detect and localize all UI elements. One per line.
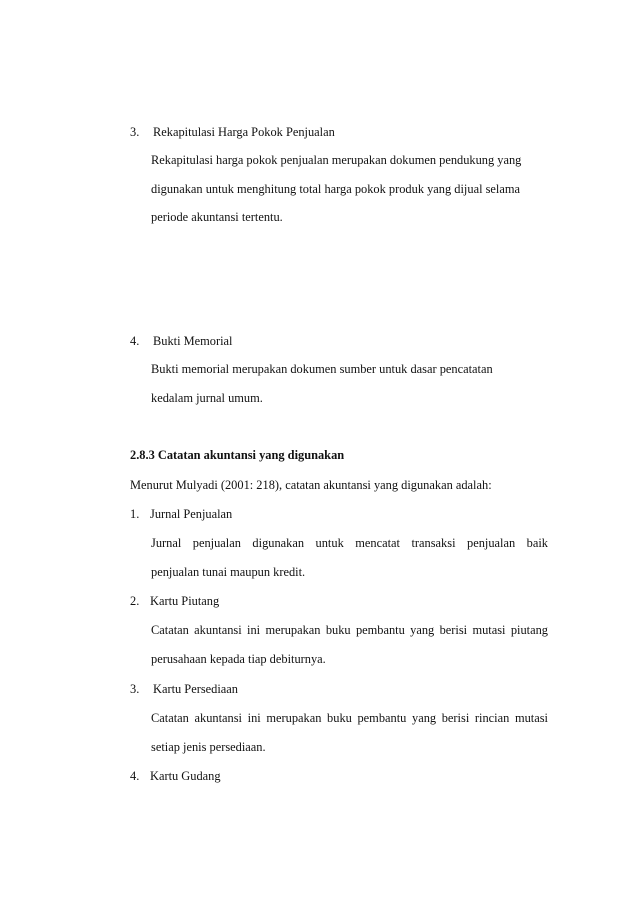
paragraph-line: setiap jenis persediaan. bbox=[151, 740, 266, 754]
paragraph-line: digunakan untuk menghitung total harga pokok produk yang dijual selama bbox=[151, 182, 521, 196]
list-item-title: Jurnal Penjualan bbox=[150, 507, 233, 521]
paragraph-line: Jurnal penjualan digunakan untuk mencatat transaksi penjualan baik bbox=[151, 536, 548, 550]
paragraph-line: Catatan akuntansi ini merupakan buku pembantu yang berisi rincian mutasi bbox=[151, 711, 548, 725]
list-item-number: 3. bbox=[130, 125, 140, 139]
intro-paragraph: Menurut Mulyadi (2001: 218), catatan akuntansi yang digunakan adalah: bbox=[130, 478, 492, 492]
section-heading: 2.8.3 Catatan akuntansi yang digunakan bbox=[130, 448, 345, 462]
paragraph-line: Bukti memorial merupakan dokumen sumber untuk dasar pencatatan bbox=[151, 362, 493, 376]
list-item-title: Bukti Memorial bbox=[153, 334, 233, 348]
paragraph-line: kedalam jurnal umum. bbox=[151, 391, 263, 405]
list-item-number: 2. bbox=[130, 594, 140, 608]
paragraph-line: Rekapitulasi harga pokok penjualan merupakan dokumen pendukung yang bbox=[151, 153, 522, 167]
list-item-number: 4. bbox=[130, 334, 140, 348]
list-item-title: Kartu Piutang bbox=[150, 594, 220, 608]
paragraph-line: perusahaan kepada tiap debiturnya. bbox=[151, 652, 326, 666]
list-item-title: Kartu Gudang bbox=[150, 769, 221, 783]
paragraph-line: Catatan akuntansi ini merupakan buku pembantu yang berisi mutasi piutang bbox=[151, 623, 548, 637]
list-item-number: 1. bbox=[130, 507, 140, 521]
list-item-title: Kartu Persediaan bbox=[153, 682, 238, 696]
list-item-number: 3. bbox=[130, 682, 140, 696]
paragraph-line: periode akuntansi tertentu. bbox=[151, 210, 283, 224]
list-item-number: 4. bbox=[130, 769, 140, 783]
list-item-title: Rekapitulasi Harga Pokok Penjualan bbox=[153, 125, 335, 139]
paragraph-line: penjualan tunai maupun kredit. bbox=[151, 565, 306, 579]
